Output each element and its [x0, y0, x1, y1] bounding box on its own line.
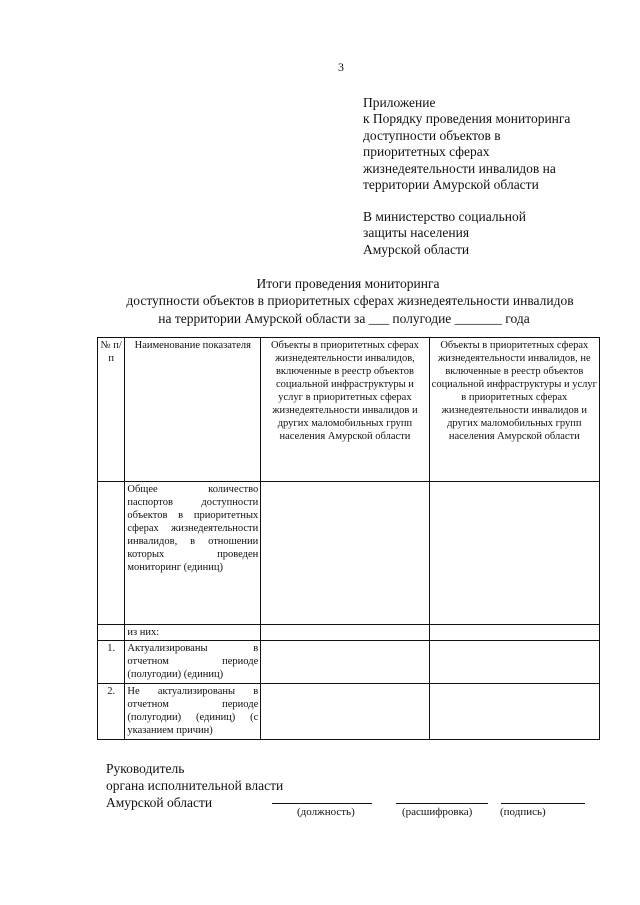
recipient-line: защиты населения: [363, 225, 470, 241]
row-number: [98, 482, 125, 625]
document-subtitle-period: на территории Амурской области за ___ полугодие _______ года: [158, 311, 530, 326]
table-row: [98, 625, 600, 641]
signature-line: Руководитель: [106, 761, 185, 776]
recipient-block: [363, 209, 613, 258]
appendix-line: приоритетных сферах: [363, 144, 490, 160]
signature-blank-line: [501, 802, 585, 804]
position-label: (должность): [297, 806, 355, 818]
row-indicator-name: из них:: [125, 625, 261, 641]
signature-line: органа исполнительной власти: [106, 778, 284, 793]
signature-block: [106, 760, 283, 811]
appendix-line: территории Амурской области: [363, 177, 539, 193]
row-value-unregistered: [429, 482, 599, 625]
page-number: 3: [338, 60, 344, 74]
appendix-line: к Порядку проведения мониторинга: [363, 111, 571, 127]
row-value-registered: [261, 482, 429, 625]
row-value-registered: [261, 625, 429, 641]
appendix-line: Приложение: [363, 95, 436, 110]
header-indicator-name: Наименование показателя: [125, 338, 261, 482]
row-value-unregistered: [429, 625, 599, 641]
row-indicator-name: Актуализированы в отчетном периоде (полугодии) (единиц): [125, 641, 261, 684]
recipient-line: В министерство социальной: [363, 209, 526, 224]
table-header-row: [98, 338, 600, 482]
row-value-registered: [261, 684, 429, 740]
table-row: [98, 482, 600, 625]
decryption-blank-line: [396, 802, 488, 804]
decryption-label: (расшифровка): [402, 806, 473, 818]
row-value-unregistered: [429, 641, 599, 684]
signature-label: (подпись): [500, 806, 546, 818]
document-title: Итоги проведения мониторинга: [256, 276, 440, 291]
row-number: 1.: [98, 641, 125, 684]
row-indicator-name: Не актуализированы в отчетном периоде (полугодии) (единиц) (с указанием причин): [125, 684, 261, 740]
document-subtitle: доступности объектов в приоритетных сферах жизнедеятельности инвалидов: [126, 293, 574, 308]
appendix-line: доступности объектов в: [363, 127, 501, 143]
row-value-registered: [261, 641, 429, 684]
header-unregistered-objects: Объекты в приоритетных сферах жизнедеятельности инвалидов, не включенные в реестр объектов социальной инфраструктуры и услуг в приоритетных сферах жизнедеятельности инвалидов и других маломобильных групп населения Амурской области: [429, 338, 599, 482]
position-blank-line: [272, 802, 372, 804]
signature-line: Амурской области: [106, 795, 213, 810]
row-number: [98, 625, 125, 641]
table-row: [98, 684, 600, 740]
header-registered-objects: Объекты в приоритетных сферах жизнедеятельности инвалидов, включенные в реестр объектов социальной инфраструктуры и услуг в приоритетных сферах жизнедеятельности инвалидов и других маломобильных групп населения Амурской области: [261, 338, 429, 482]
appendix-line: жизнедеятельности инвалидов на: [363, 160, 556, 176]
row-number: 2.: [98, 684, 125, 740]
monitoring-table: [97, 337, 600, 740]
header-number: № п/п: [98, 338, 125, 482]
recipient-line: Амурской области: [363, 241, 470, 257]
row-indicator-name: Общее количество паспортов доступности объектов в приоритетных сферах жизнедеятельности инвалидов, в отношении которых проведен мониторинг (единиц): [125, 482, 261, 625]
row-value-unregistered: [429, 684, 599, 740]
appendix-block: [363, 95, 613, 193]
table-row: [98, 641, 600, 684]
